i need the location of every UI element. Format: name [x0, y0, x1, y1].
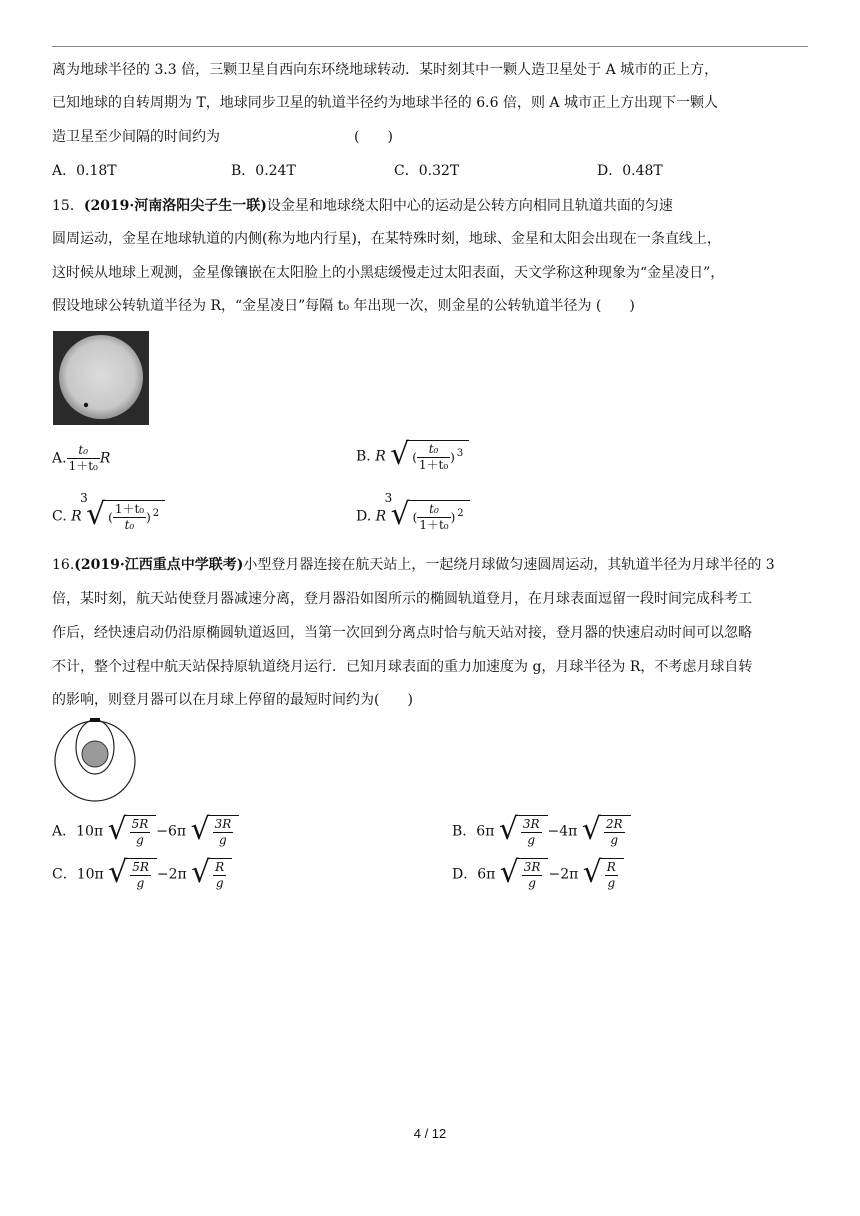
- q15-stem-start: 设金星和地球绕太阳中心的运动是公转方向相同且轨道共面的匀速: [266, 198, 673, 214]
- q16-option-b: B．6π √ $\frac{3R}{g}$ −4π √ $\frac{2R}{g}$: [452, 815, 631, 848]
- venus-transit-photo: [53, 331, 149, 425]
- q15-option-c: C. R 3 √ ( $\frac{\text{1＋t₀}}{\text{t₀}}$ ) $^2$: [52, 500, 165, 533]
- q14-answer-paren: ( ): [354, 129, 393, 145]
- q14-option-d: D．0.48T: [597, 163, 663, 179]
- q16-number: 16.: [52, 557, 75, 573]
- q16-source: (2019·江西重点中学联考): [74, 557, 244, 573]
- q16-line5: 的影响，则登月器可以在月球上停留的最短时间约为( ): [52, 692, 413, 708]
- header-rule: [52, 46, 808, 47]
- lunar-orbit-diagram: [50, 716, 140, 806]
- q14-text-line2: 已知地球的自转周期为 T，地球同步卫星的轨道半径约为地球半径的 6.6 倍，则 A 城市正上方出现下一颗人: [52, 95, 718, 111]
- q15-line3: 这时候从地球上观测，金星像镶嵌在太阳脸上的小黑痣缓慢走过太阳表面，天文学称这种现象为“金星凌日”，: [52, 265, 725, 281]
- sun-with-venus-image: [53, 331, 149, 425]
- q15-option-a: A. $\frac{\text{t₀}}{\text{1＋t₀}}$ R: [52, 443, 111, 473]
- q15-line2: 圆周运动，金星在地球轨道的内侧(称为地内行星)，在某特殊时刻，地球、金星和太阳会出现在一条直线上，: [52, 231, 721, 247]
- q16-line4: 不计，整个过程中航天站保持原轨道绕月运行．已知月球表面的重力加速度为 g，月球半径为 R，不考虑月球自转: [52, 659, 753, 675]
- moon-circle: [82, 741, 108, 767]
- q14-option-a: A．0.18T: [52, 163, 117, 179]
- q14-text-line3: [52, 127, 393, 147]
- q15-line1: [52, 196, 673, 216]
- q15-a-fraction: $\frac{\text{t₀}}{\text{1＋t₀}}$: [68, 443, 98, 473]
- q16-option-a: A．10π √ $\frac{5R}{g}$ −6π √ $\frac{3R}{g}$: [52, 815, 239, 848]
- q16-option-d: D．6π √ $\frac{3R}{g}$ −2π √ $\frac{R}{g}$: [452, 858, 624, 891]
- q16-line1: 16.(2019·江西重点中学联考)小型登月器连接在航天站上，一起绕月球做匀速圆周运动，其轨道半径为月球半径的 3: [52, 557, 775, 573]
- q16-line3: 作后，经快速启动仍沿原椭圆轨道返回，当第一次回到分离点时恰与航天站对接，登月器的快速启动时间可以忽略: [52, 625, 752, 641]
- q14-text-line1: 离为地球半径的 3.3 倍，三颗卫星自西向东环绕地球转动．某时刻其中一颗人造卫星处于 A 城市的正上方，: [52, 62, 719, 78]
- page-number: 4 / 12: [413, 1126, 447, 1141]
- q16-line2: 倍，某时刻，航天站使登月器减速分离，登月器沿如图所示的椭圆轨道登月，在月球表面逗留一段时间完成科考工: [52, 591, 752, 607]
- space-station-marker: [90, 718, 100, 722]
- q14-stem-end: 造卫星至少间隔的时间约为: [52, 129, 220, 145]
- q14-option-c: C．0.32T: [394, 163, 460, 179]
- q15-c-radical: 3 √ ( $\frac{\text{1＋t₀}}{\text{t₀}}$ ) $^2$: [86, 500, 165, 533]
- q14-option-b: B．0.24T: [231, 163, 296, 179]
- q15-option-b: B. R √ ( $\frac{\text{t₀}}{\text{1＋t₀}}$ ) $^3$: [356, 440, 469, 473]
- q16-option-c: C．10π √ $\frac{5R}{g}$ −2π √ $\frac{R}{g}$: [52, 858, 232, 891]
- q15-number: 15．: [52, 198, 84, 214]
- q15-line4: 假设地球公转轨道半径为 R，“金星凌日”每隔 t₀ 年出现一次，则金星的公转轨道半径为 ( ): [52, 298, 635, 314]
- q15-option-d: D. R 3 √ ( $\frac{\text{t₀}}{\text{1＋t₀}}$ ) $^2$: [356, 500, 470, 533]
- q15-b-radical: √ ( $\frac{\text{t₀}}{\text{1＋t₀}}$ ) $^3$: [390, 440, 469, 473]
- q15-d-radical: 3 √ ( $\frac{\text{t₀}}{\text{1＋t₀}}$ ) $^2$: [391, 500, 470, 533]
- q15-source: (2019·河南洛阳尖子生一联): [83, 198, 267, 214]
